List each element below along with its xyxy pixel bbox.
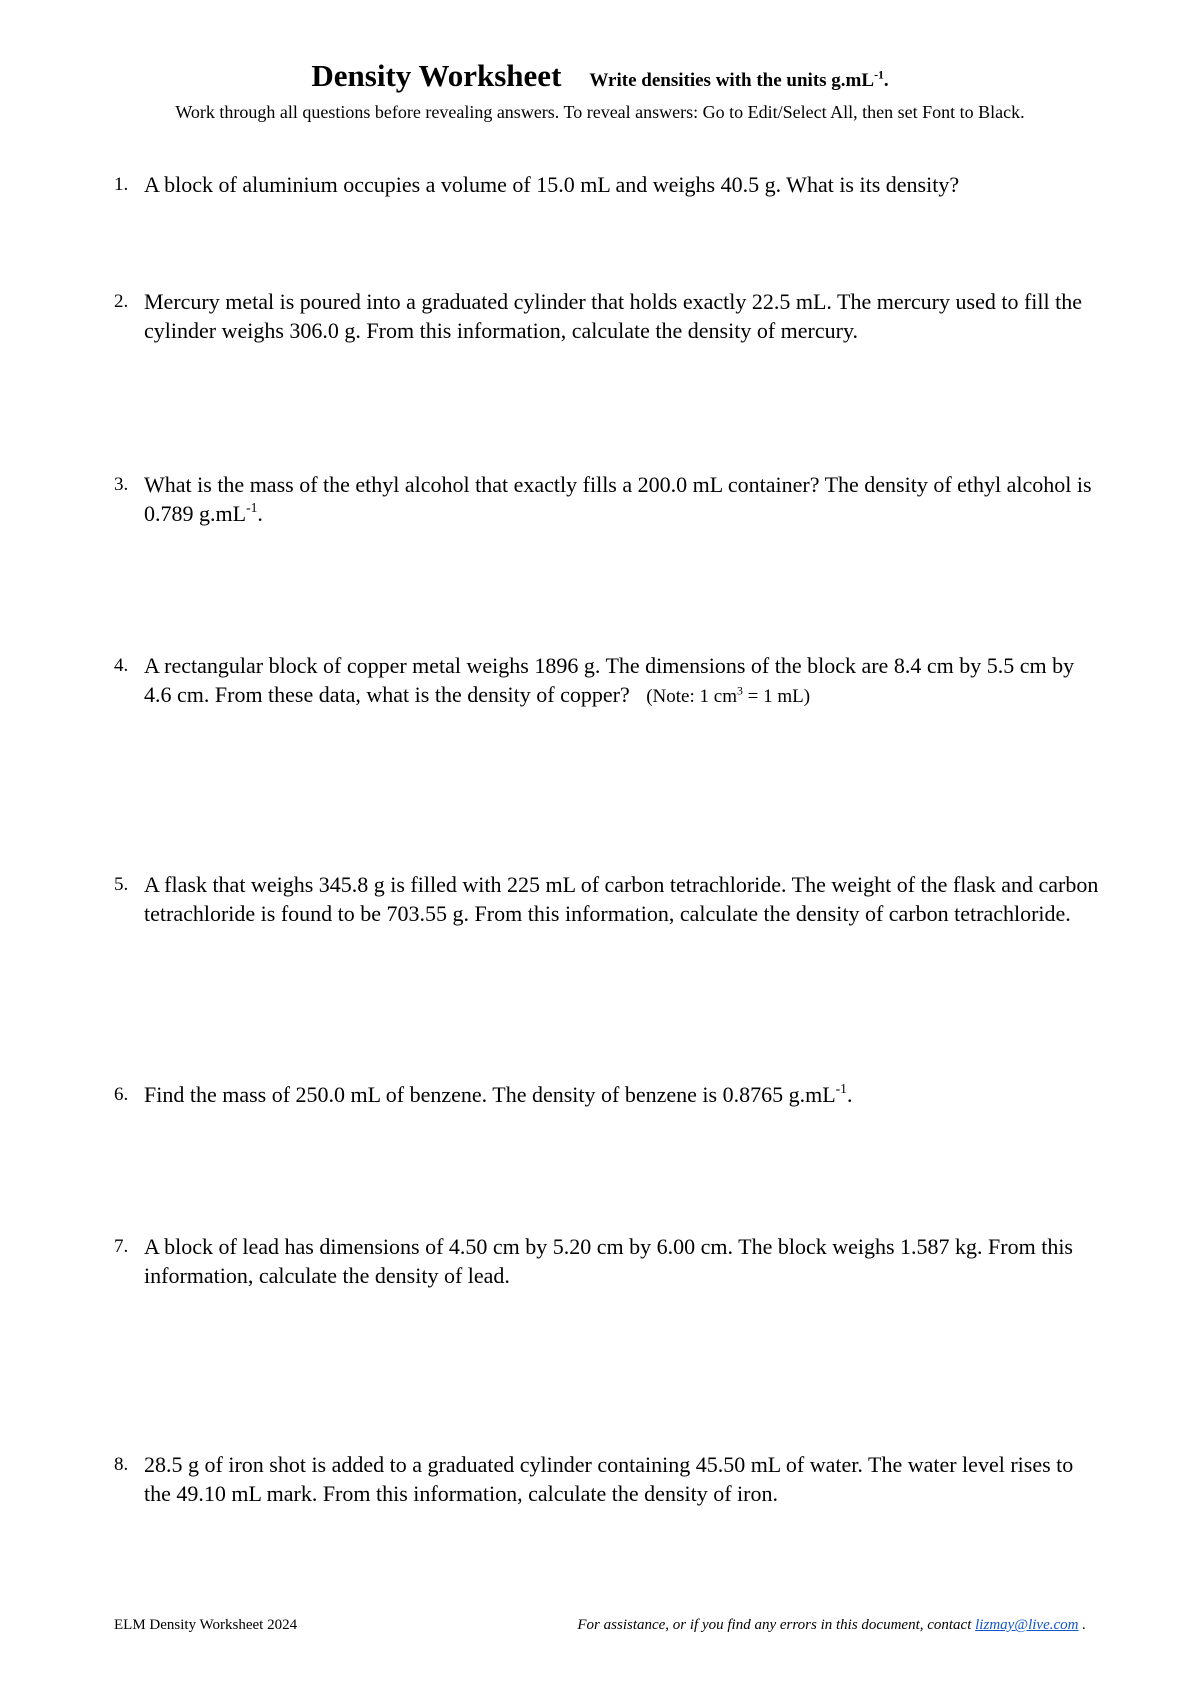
worksheet-header	[0, 58, 1200, 94]
question-5	[114, 870, 1104, 928]
question-number: 1.	[114, 174, 129, 195]
question-text-body: What is the mass of the ethyl alcohol that exactly fills a 200.0 mL container? The density of ethyl alcohol is 0.789 g.mL	[144, 472, 1092, 526]
question-text: Mercury metal is poured into a graduated cylinder that holds exactly 22.5 mL. The mercury used to fill the cylinder weighs 306.0 g. From this information, calculate the density of mercury.	[144, 289, 1082, 343]
page-title: Density Worksheet	[311, 58, 562, 93]
unit-conversion-note	[646, 686, 810, 707]
footer-contact	[577, 1617, 1086, 1634]
units-exponent: -1	[874, 68, 884, 82]
footer-document-name: ELM Density Worksheet 2024	[114, 1617, 298, 1633]
question-text-body: Find the mass of 250.0 mL of benzene. The density of benzene is 0.8765 g.mL	[144, 1082, 836, 1107]
question-7	[114, 1232, 1104, 1290]
question-text	[144, 1080, 1104, 1109]
question-text-period: .	[257, 501, 263, 526]
question-text: A flask that weighs 345.8 g is filled with 225 mL of carbon tetrachloride. The weight of the flask and carbon tetrachloride is found to be 703.55 g. From this information, calculate the density of carbon tetrachloride.	[144, 872, 1099, 926]
footer-contact-end: .	[1078, 1617, 1086, 1633]
unit-exponent: -1	[835, 1081, 847, 1097]
units-instruction-text: Write densities with the units g.mL	[589, 70, 875, 91]
question-1	[114, 170, 1104, 199]
question-number: 2.	[114, 291, 129, 312]
question-number: 3.	[114, 474, 129, 495]
question-number: 5.	[114, 874, 129, 895]
question-number: 4.	[114, 655, 129, 676]
question-text	[144, 470, 1104, 528]
units-instruction	[589, 70, 888, 91]
note-text: (Note: 1 cm	[646, 686, 737, 707]
question-text-period: .	[847, 1082, 853, 1107]
question-text: A block of lead has dimensions of 4.50 cm by 5.20 cm by 6.00 cm. The block weighs 1.587 kg. From this information, calculate the density of lead.	[144, 1234, 1073, 1288]
question-text: 28.5 g of iron shot is added to a graduated cylinder containing 45.50 mL of water. The water level rises to the 49.10 mL mark. From this information, calculate the density of iron.	[144, 1452, 1074, 1506]
question-text	[144, 651, 1104, 711]
question-2	[114, 287, 1104, 345]
cubic-exponent: 3	[736, 684, 743, 698]
question-text-body: A rectangular block of copper metal weighs 1896 g. The dimensions of the block are 8.4 cm by 5.5 cm by 4.6 cm. From these data, what is the density of copper?	[144, 653, 1075, 707]
question-text: A block of aluminium occupies a volume of 15.0 mL and weighs 40.5 g. What is its density?	[144, 172, 960, 197]
units-instruction-period: .	[883, 70, 889, 91]
question-4	[114, 651, 1104, 711]
question-number: 8.	[114, 1454, 129, 1475]
question-8	[114, 1450, 1104, 1508]
unit-exponent: -1	[246, 500, 258, 516]
question-number: 6.	[114, 1084, 129, 1105]
footer-contact-text: For assistance, or if you find any errors in this document, contact	[577, 1617, 976, 1633]
question-3	[114, 470, 1104, 528]
question-number: 7.	[114, 1236, 129, 1257]
note-text-end: = 1 mL)	[742, 686, 811, 707]
question-6	[114, 1080, 1104, 1109]
contact-email-link[interactable]: lizmay@live.com	[975, 1617, 1079, 1633]
reveal-instructions: Work through all questions before revealing answers. To reveal answers: Go to Edit/Select All, then set Font to Black.	[175, 102, 1025, 122]
